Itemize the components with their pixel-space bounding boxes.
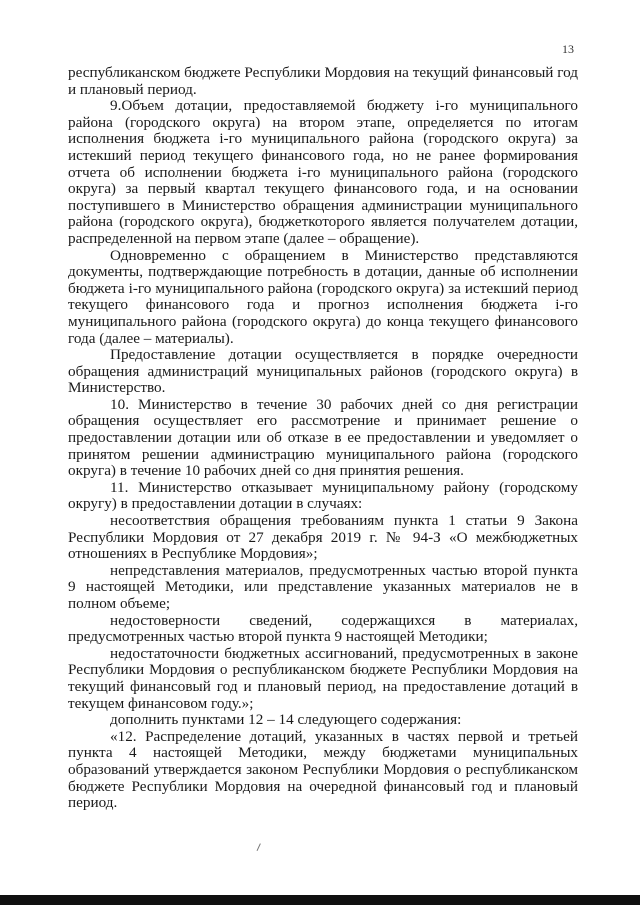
paragraph-amendment: дополнить пунктами 12 – 14 следующего содержания:: [110, 711, 462, 729]
scan-edge-bar: [0, 895, 640, 905]
paragraph-refusal-1: несоответствия обращения требованиям пункта 1 статьи 9 Закона Республики Мордовия от 27 декабря 2019 г. № 94-З «О межбюджетных отношениях в Республике Мордовия»;: [68, 512, 578, 563]
pencil-mark: [257, 843, 265, 852]
paragraph-refusal-3: недостоверности сведений, содержащихся в материалах, предусмотренных частью второй пункта 9 настоящей Методики;: [68, 611, 578, 646]
paragraph-item-12: «12. Распределение дотаций, указанных в частях первой и третьей пункта 4 настоящей Методики, между бюджетами муниципальных образований утверждается законом Республики Мордовия о республиканском бюджете Республики Мордовия на очередной финансовый год и плановый период.: [68, 727, 578, 812]
document-body: [68, 65, 578, 812]
paragraph-documents: Одновременно с обращением в Министерство представляются документы, подтверждающие потребность в дотации, данные об исполнении бюджета i-го муниципального района (городского округа) за истекший период текущего финансового года и прогноз исполнения бюджета i-го муниципального района (городского округа) до конца текущего финансового года (далее – материалы).: [68, 246, 578, 347]
paragraph-continuation: республиканском бюджете Республики Мордовия на текущий финансовый год и плановый период.: [68, 64, 578, 98]
paragraph-order: Предоставление дотации осуществляется в порядке очередности обращения администраций муниципальных районов (городского округа) в Министерство.: [68, 346, 578, 397]
paragraph-refusal-4: недостаточности бюджетных ассигнований, предусмотренных в законе Республики Мордовия о республиканском бюджете Республики Мордовия на текущий финансовый год и плановый период, на предоставление дотаций в текущем финансовом году.»;: [68, 644, 578, 712]
paragraph-item-9: 9.Объем дотации, предоставляемой бюджету i-го муниципального района (городского округа) на втором этапе, определяется по итогам исполнения бюджета i-го муниципального района (городского округа) за истекший период текущего финансового года, но не ранее формирования отчета об исполнении бюджета i-го муниципального района (городского округа) за первый квартал текущего финансового года, и на основании поступившего в Министерство обращения администрации муниципального района (городского округа), бюджеткоторого является получателем дотации, распределенной на первом этапе (далее – обращение).: [68, 97, 578, 247]
page-number: 13: [562, 42, 574, 56]
paragraph-refusal-2: непредставления материалов, предусмотренных частью второй пункта 9 настоящей Методики, или представление указанных материалов не в полном объеме;: [68, 561, 578, 612]
paragraph-item-11: 11. Министерство отказывает муниципальному району (городскому округу) в предоставлении дотации в случаях:: [68, 478, 578, 513]
paragraph-item-10: 10. Министерство в течение 30 рабочих дней со дня регистрации обращения осуществляет его рассмотрение и принимает решение о предоставлении дотации или об отказе в ее предоставлении и уведомляет о принятом решении администрацию муниципального района (городского округа) в течение 10 рабочих дней со дня принятия решения.: [68, 395, 578, 480]
